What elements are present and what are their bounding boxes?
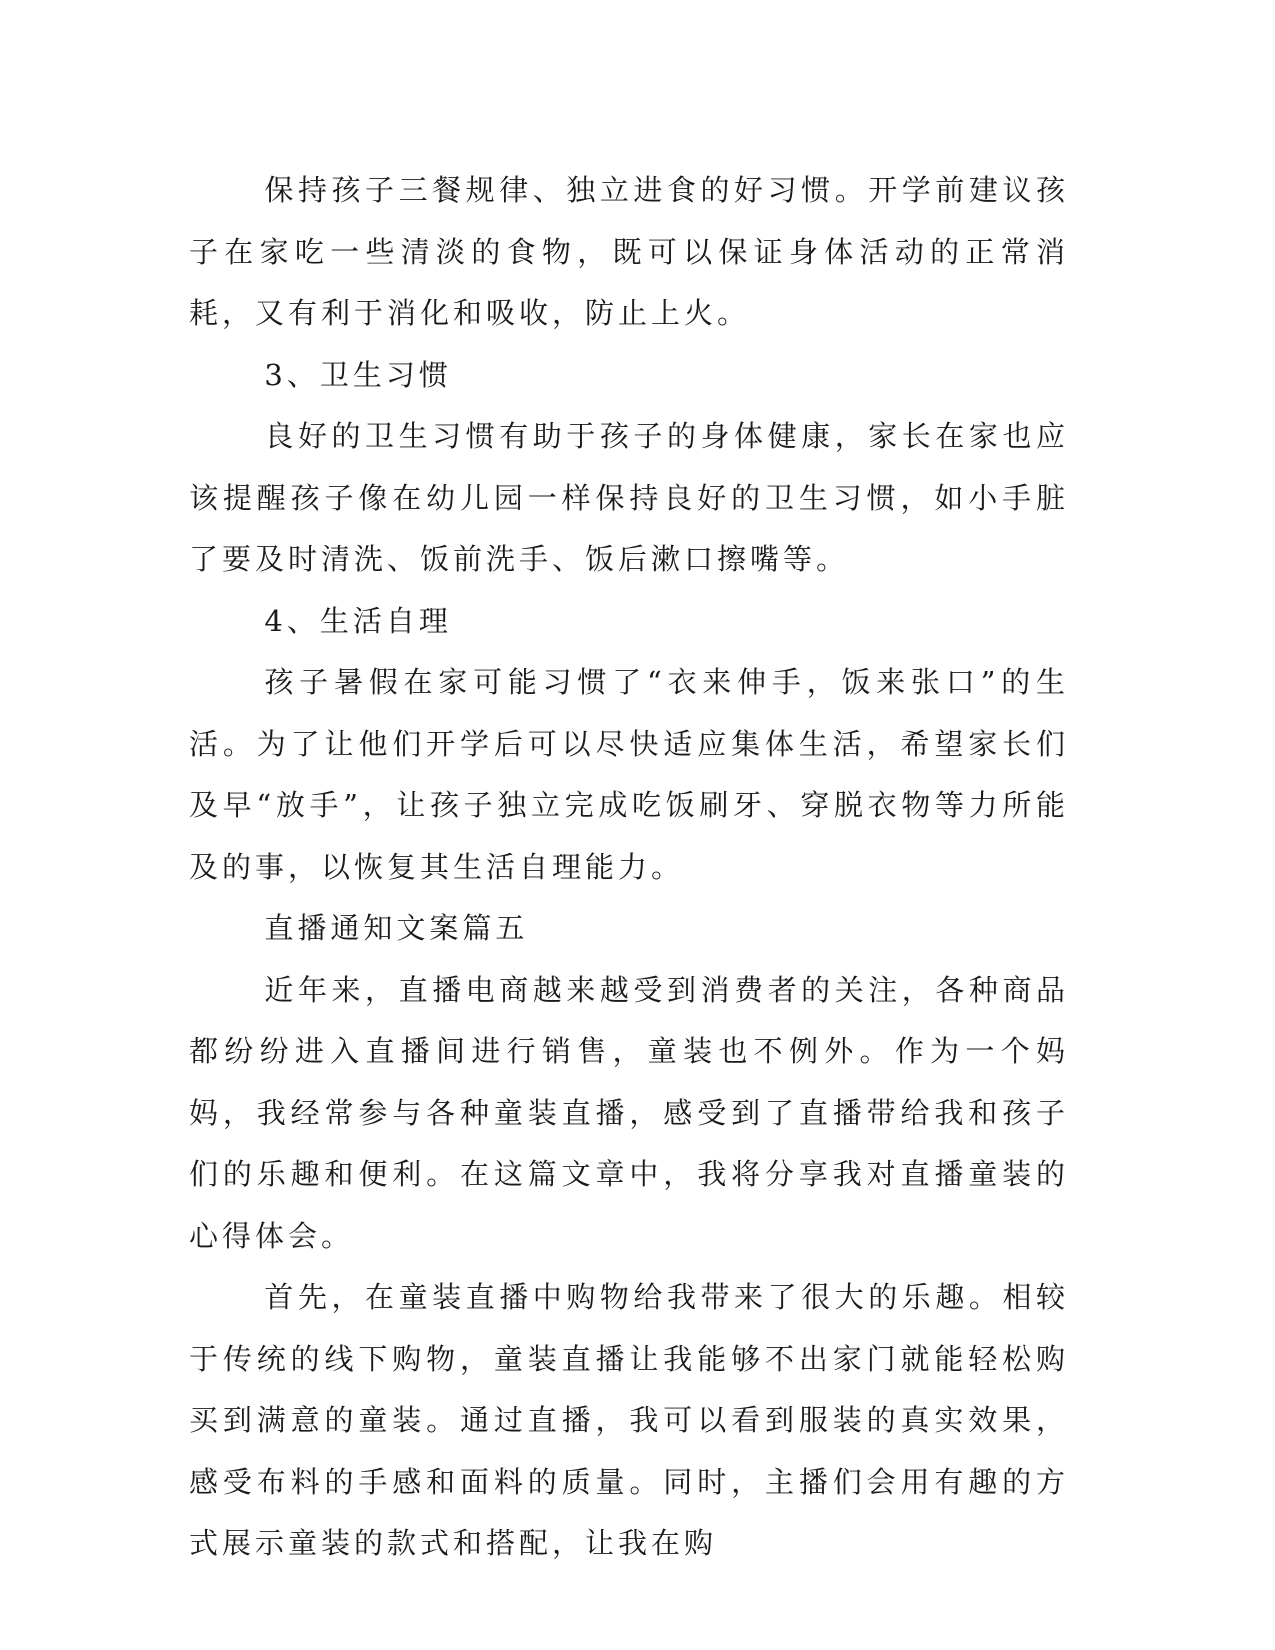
paragraph-hygiene-habits: 良好的卫生习惯有助于孩子的身体健康，家长在家也应该提醒孩子像在幼儿园一样保持良好的卫生习惯，如小手脏了要及时清洗、饭前洗手、饭后漱口擦嘴等。 <box>189 419 1069 576</box>
heading-hygiene-habits: 3、卫生习惯 <box>264 357 452 392</box>
paragraph-live-commerce-intro: 近年来，直播电商越来越受到消费者的关注，各种商品都纷纷进入直播间进行销售，童装也不例外。作为一个妈妈，我经常参与各种童装直播，感受到了直播带给我和孩子们的乐趣和便利。在这篇文章中，我将分享我对直播童装的心得体会。 <box>189 972 1069 1253</box>
heading-self-care: 4、生活自理 <box>264 603 452 638</box>
document-body <box>189 160 1069 1575</box>
paragraph-self-care: 孩子暑假在家可能习惯了“衣来伸手，饭来张口”的生活。为了让他们开学后可以尽快适应集体生活，希望家长们及早“放手”，让孩子独立完成吃饭刷牙、穿脱衣物等力所能及的事，以恢复其生活自理能力。 <box>189 665 1069 884</box>
paragraph-live-shopping-fun: 首先，在童装直播中购物给我带来了很大的乐趣。相较于传统的线下购物，童装直播让我能够不出家门就能轻松购买到满意的童装。通过直播，我可以看到服装的真实效果，感受布料的手感和面料的质量。同时，主播们会用有趣的方式展示童装的款式和搭配，让我在购 <box>189 1280 1069 1560</box>
section-title-live-notice-5: 直播通知文案篇五 <box>264 911 529 945</box>
paragraph-meal-habits: 保持孩子三餐规律、独立进食的好习惯。开学前建议孩子在家吃一些清淡的食物，既可以保证身体活动的正常消耗，又有利于消化和吸收，防止上火。 <box>189 173 1069 330</box>
